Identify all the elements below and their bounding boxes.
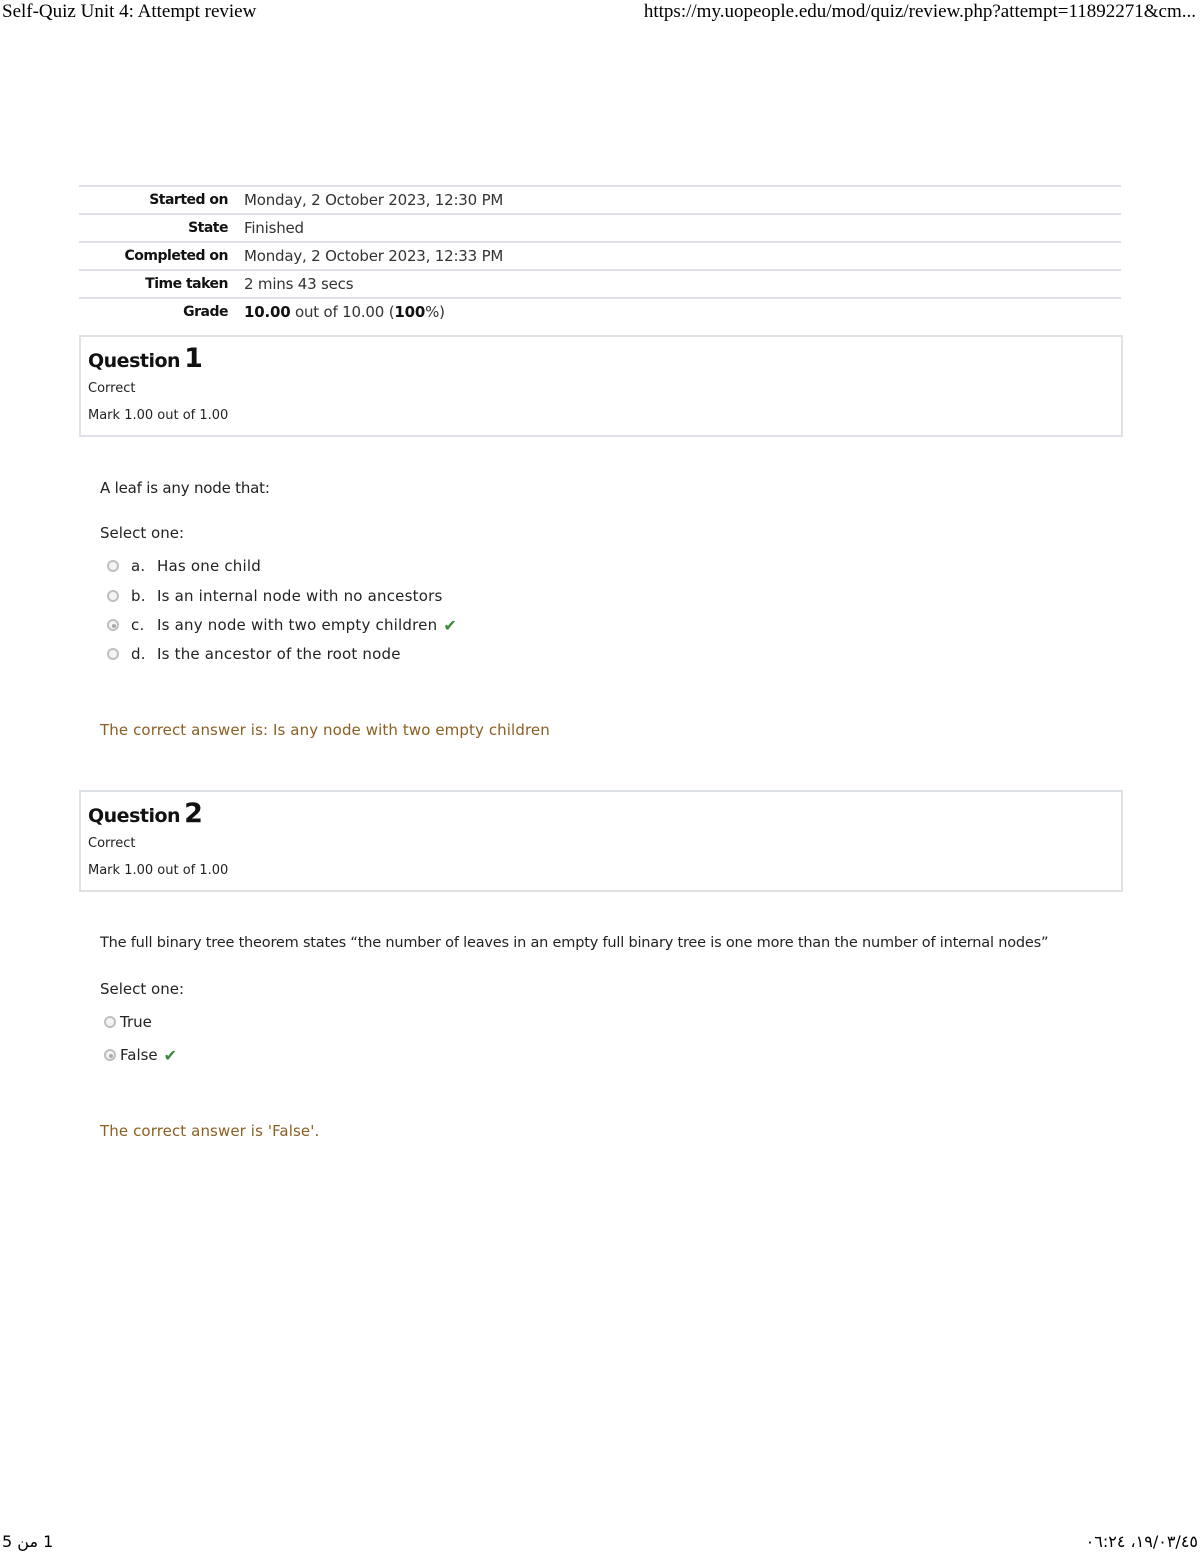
question-label: Question	[88, 805, 181, 827]
summary-row-started-on	[79, 187, 1121, 215]
summary-value: Monday, 2 October 2023, 12:30 PM	[244, 191, 504, 209]
summary-label: State	[188, 220, 228, 236]
attempt-summary-table	[79, 185, 1121, 325]
radio-button[interactable]	[107, 590, 119, 602]
print-footer	[0, 1529, 1200, 1553]
grade-score: 10.00	[244, 303, 291, 321]
radio-button[interactable]	[107, 560, 119, 572]
summary-row-completed-on	[79, 243, 1121, 271]
answer-option-c[interactable]	[107, 613, 457, 637]
question-state: Correct	[88, 836, 136, 851]
answer-option-a[interactable]	[107, 554, 261, 578]
radio-button-checked[interactable]	[104, 1049, 116, 1061]
question-info-2	[79, 790, 1123, 892]
correct-answer-feedback: The correct answer is: Is any node with two empty children	[100, 721, 550, 739]
question-number-value: 1	[184, 343, 203, 374]
grade-out-of: out of 10.00 (	[290, 303, 395, 321]
answer-text: True	[120, 1013, 152, 1031]
grade-percent: 100	[394, 303, 426, 321]
question-number	[88, 798, 202, 829]
answer-option-b[interactable]	[107, 584, 442, 608]
print-header	[0, 0, 1200, 26]
question-number	[88, 343, 202, 374]
question-mark: Mark 1.00 out of 1.00	[88, 863, 229, 878]
answer-text: Is the ancestor of the root node	[157, 645, 401, 663]
summary-row-time-taken	[79, 271, 1121, 299]
summary-row-state	[79, 215, 1121, 243]
question-text: A leaf is any node that:	[100, 479, 270, 497]
summary-label: Grade	[183, 304, 228, 320]
print-datetime: ١٩/٠٣/٤٥، ٠٦:٢٤	[1085, 1532, 1198, 1551]
summary-value-grade	[228, 303, 445, 321]
answer-option-true[interactable]	[104, 1010, 152, 1034]
question-text: The full binary tree theorem states “the number of leaves in an empty full binary tree is one more than the number of internal nodes”	[100, 935, 1049, 951]
select-one-prompt: Select one:	[100, 980, 185, 998]
question-mark: Mark 1.00 out of 1.00	[88, 408, 229, 423]
question-state: Correct	[88, 381, 136, 396]
summary-label: Completed on	[124, 248, 228, 264]
question-number-value: 2	[184, 798, 203, 829]
radio-button[interactable]	[107, 648, 119, 660]
summary-value: Monday, 2 October 2023, 12:33 PM	[244, 247, 504, 265]
summary-value: 2 mins 43 secs	[244, 275, 354, 293]
summary-label: Time taken	[145, 276, 228, 292]
answer-option-false[interactable]	[104, 1043, 177, 1067]
page-indicator: 1 من 5	[2, 1532, 54, 1551]
answer-letter: d.	[131, 645, 146, 663]
answer-text: False	[120, 1046, 158, 1064]
correct-answer-feedback: The correct answer is 'False'.	[100, 1122, 320, 1140]
summary-value: Finished	[244, 219, 304, 237]
grade-suffix: %)	[425, 303, 445, 321]
page-title: Self-Quiz Unit 4: Attempt review	[2, 1, 257, 22]
answer-text: Has one child	[157, 557, 261, 575]
question-info-1	[79, 335, 1123, 437]
radio-button[interactable]	[104, 1016, 116, 1028]
answer-letter: b.	[131, 587, 146, 605]
answer-text: Is any node with two empty children	[157, 616, 438, 634]
answer-option-d[interactable]	[107, 642, 401, 666]
check-icon: ✔	[163, 1045, 178, 1065]
answer-letter: a.	[131, 557, 146, 575]
radio-button-checked[interactable]	[107, 619, 119, 631]
answer-text: Is an internal node with no ancestors	[157, 587, 443, 605]
select-one-prompt: Select one:	[100, 524, 185, 542]
summary-row-grade	[79, 299, 1121, 325]
answer-letter: c.	[131, 616, 145, 634]
question-label: Question	[88, 350, 181, 372]
check-icon: ✔	[443, 615, 457, 635]
page-url: https://my.uopeople.edu/mod/quiz/review.php?attempt=11892271&cm...	[643, 1, 1196, 22]
summary-label: Started on	[149, 192, 228, 208]
